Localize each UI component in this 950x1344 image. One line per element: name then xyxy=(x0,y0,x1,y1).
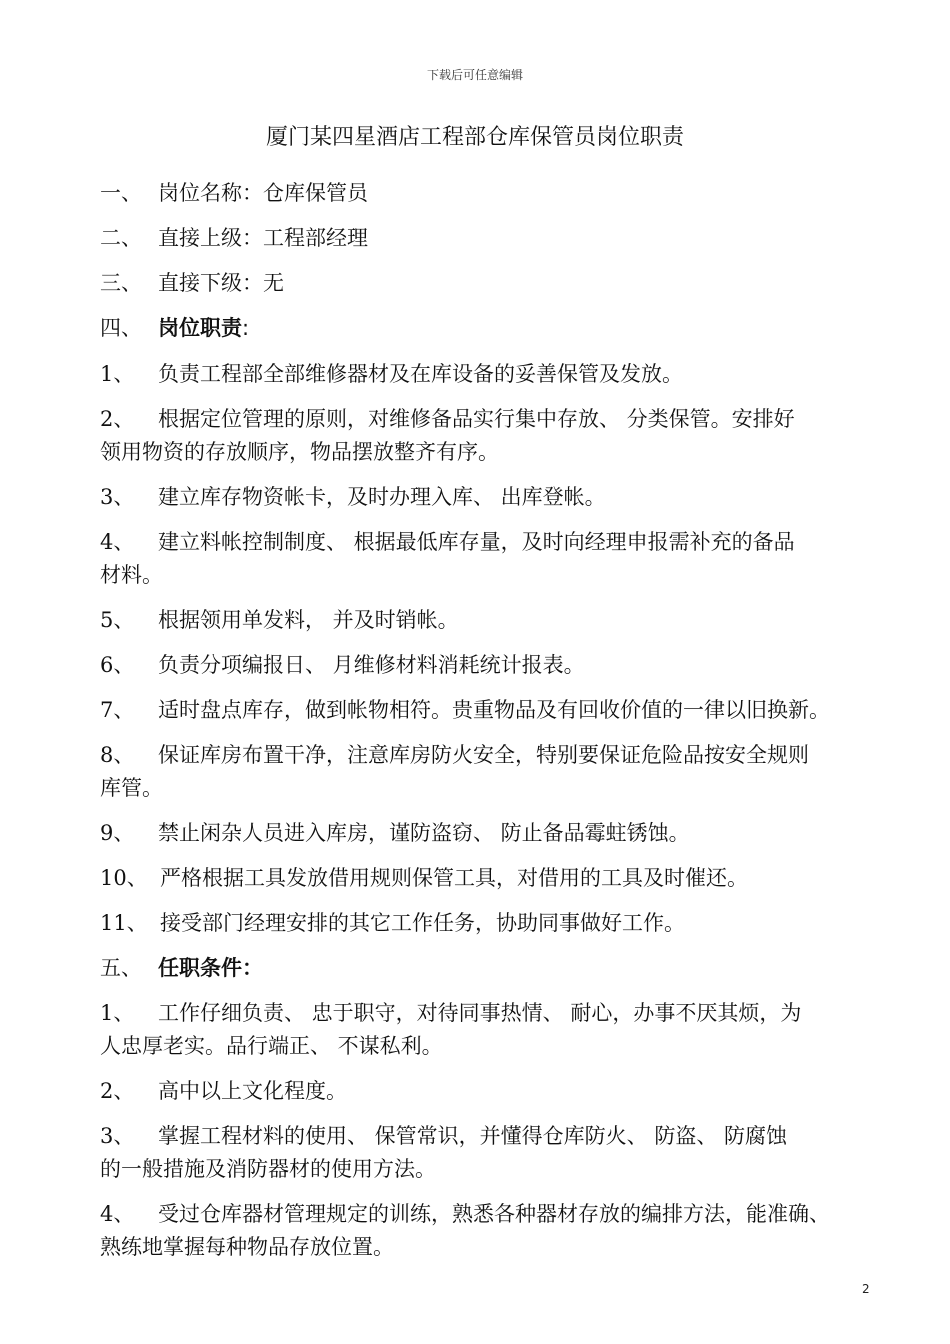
requirement-text: 受过仓库器材管理规定的训练，熟悉各种器材存放的编排方法，能准确、 xyxy=(158,1202,830,1226)
duty-item xyxy=(100,906,890,940)
duty-item xyxy=(100,816,890,850)
duty-num: 9、 xyxy=(100,821,135,845)
duty-text: 负责工程部全部维修器材及在库设备的妥善保管及发放。 xyxy=(158,362,683,386)
duty-text: 建立库存物资帐卡，及时办理入库、 出库登帐。 xyxy=(158,485,606,509)
requirement-text: 工作仔细负责、 忠于职守，对待同事热情、 耐心，办事不厌其烦，为 xyxy=(158,1001,802,1025)
basic-label: 直接上级： xyxy=(158,226,263,250)
basic-label: 岗位名称： xyxy=(158,181,263,205)
requirement-text: 掌握工程材料的使用、 保管常识，并懂得仓库防火、 防盗、 防腐蚀 xyxy=(158,1124,788,1148)
duty-item xyxy=(100,525,890,559)
requirement-item xyxy=(100,996,890,1030)
section-heading: 岗位职责 xyxy=(158,316,242,340)
basic-num: 三、 xyxy=(100,271,142,295)
duty-num: 2、 xyxy=(100,407,135,431)
section-num: 五、 xyxy=(100,956,142,980)
requirement-continuation: 的一般措施及消防器材的使用方法。 xyxy=(100,1157,436,1181)
section-heading: 任职条件： xyxy=(158,956,263,980)
basic-line-position xyxy=(100,176,890,210)
duty-item xyxy=(100,402,890,436)
duty-item xyxy=(100,861,890,895)
duty-continuation: 材料。 xyxy=(100,563,163,587)
requirement-num: 3、 xyxy=(100,1124,135,1148)
duty-text: 保证库房布置干净，注意库房防火安全，特别要保证危险品按安全规则 xyxy=(158,743,809,767)
section-colon: : xyxy=(242,316,250,340)
basic-value: 仓库保管员 xyxy=(263,181,368,205)
basic-num: 一、 xyxy=(100,181,142,205)
basic-label: 直接下级： xyxy=(158,271,263,295)
duty-num: 7、 xyxy=(100,698,135,722)
basic-num: 二、 xyxy=(100,226,142,250)
requirement-item xyxy=(100,1074,890,1108)
duty-text: 负责分项编报日、 月维修材料消耗统计报表。 xyxy=(158,653,585,677)
basic-line-subordinate xyxy=(100,266,890,300)
duty-num: 6、 xyxy=(100,653,135,677)
duty-item xyxy=(100,738,890,772)
duty-text: 禁止闲杂人员进入库房，谨防盗窃、 防止备品霉蛀锈蚀。 xyxy=(158,821,690,845)
header-note: 下载后可任意编辑 xyxy=(426,68,523,82)
basic-value: 无 xyxy=(263,271,284,295)
requirement-num: 1、 xyxy=(100,1001,135,1025)
section-heading-requirements xyxy=(100,951,890,985)
page-number: 2 xyxy=(862,1282,870,1296)
duty-item xyxy=(100,603,890,637)
duty-item xyxy=(100,357,890,391)
duty-text: 根据领用单发料， 并及时销帐。 xyxy=(158,608,459,632)
requirement-continuation: 熟练地掌握每种物品存放位置。 xyxy=(100,1235,394,1259)
requirement-item xyxy=(100,1119,890,1153)
basic-value: 工程部经理 xyxy=(263,226,368,250)
requirement-num: 4、 xyxy=(100,1202,135,1226)
duty-text: 根据定位管理的原则，对维修备品实行集中存放、 分类保管。安排好 xyxy=(158,407,795,431)
duty-num: 8、 xyxy=(100,743,135,767)
duty-text: 建立料帐控制制度、 根据最低库存量，及时向经理申报需补充的备品 xyxy=(158,530,795,554)
duty-item xyxy=(100,648,890,682)
duty-num: 3、 xyxy=(100,485,135,509)
duty-num: 11、 xyxy=(100,911,148,935)
duty-num: 1、 xyxy=(100,362,135,386)
duty-text: 适时盘点库存，做到帐物相符。贵重物品及有回收价值的一律以旧换新。 xyxy=(158,698,830,722)
page-title: 厦门某四星酒店工程部仓库保管员岗位职责 xyxy=(265,125,684,150)
duty-item xyxy=(100,693,890,727)
basic-line-superior xyxy=(100,221,890,255)
duty-num: 5、 xyxy=(100,608,135,632)
duty-num: 10、 xyxy=(100,866,148,890)
duty-text: 接受部门经理安排的其它工作任务，协助同事做好工作。 xyxy=(160,911,685,935)
requirement-num: 2、 xyxy=(100,1079,135,1103)
requirement-continuation: 人忠厚老实。品行端正、 不谋私利。 xyxy=(100,1034,443,1058)
requirement-item xyxy=(100,1197,890,1231)
duty-num: 4、 xyxy=(100,530,135,554)
duty-continuation: 领用物资的存放顺序，物品摆放整齐有序。 xyxy=(100,440,499,464)
section-heading-duties xyxy=(100,311,890,345)
requirement-text: 高中以上文化程度。 xyxy=(158,1079,347,1103)
duty-item xyxy=(100,480,890,514)
duty-text: 严格根据工具发放借用规则保管工具，对借用的工具及时催还。 xyxy=(160,866,748,890)
duty-continuation: 库管。 xyxy=(100,776,163,800)
section-num: 四、 xyxy=(100,316,142,340)
